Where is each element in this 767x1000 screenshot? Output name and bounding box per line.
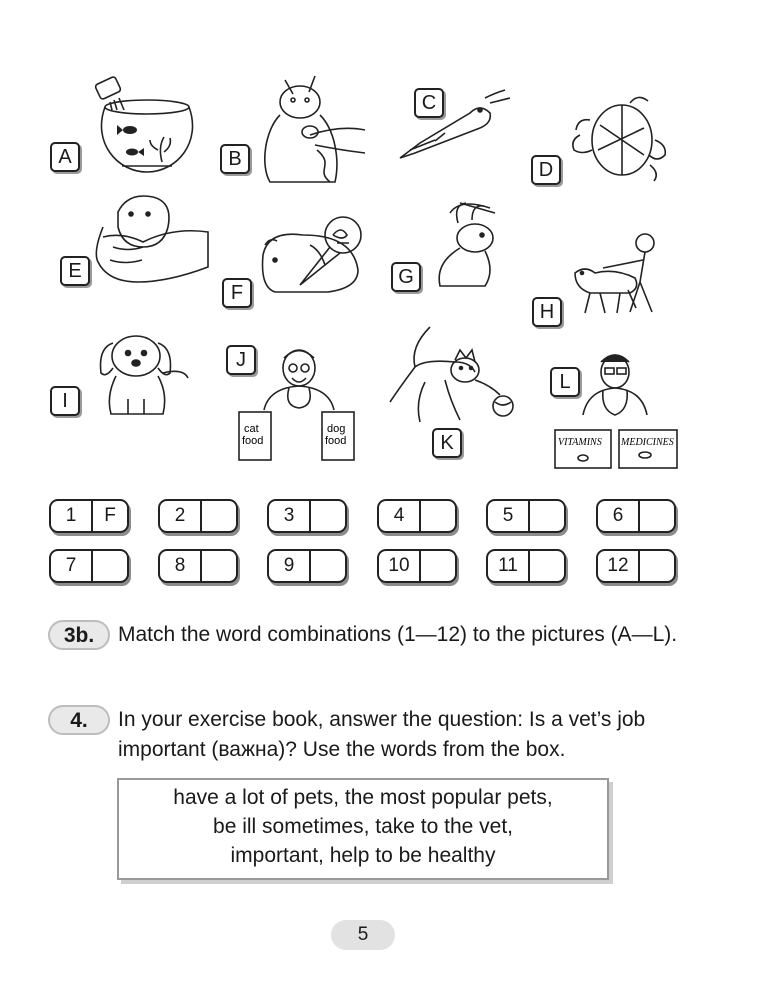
answer-field[interactable]: F [104, 505, 116, 526]
picture-c-parrot [395, 88, 515, 163]
picture-label-j: J [226, 345, 256, 375]
answer-number: 11 [488, 551, 530, 581]
answer-field[interactable] [640, 551, 674, 581]
answer-field[interactable] [311, 501, 345, 531]
picture-b-cat [255, 70, 365, 185]
cat-food-label-1: cat [244, 423, 259, 435]
answer-number: 3 [269, 501, 311, 531]
picture-f-guinea-pig [255, 215, 370, 300]
picture-label-b: B [220, 144, 250, 174]
answer-box-4[interactable] [377, 499, 457, 533]
answer-field[interactable] [311, 551, 345, 581]
word-box [117, 778, 609, 880]
answer-field[interactable] [93, 551, 127, 581]
answer-field[interactable] [640, 501, 674, 531]
picture-d-tortoise [570, 95, 670, 185]
answer-box-10[interactable] [377, 549, 457, 583]
answer-box-8[interactable] [158, 549, 238, 583]
picture-label-e: E [60, 256, 90, 286]
answer-number: 1 [51, 501, 93, 531]
answer-number: 4 [379, 501, 421, 531]
answer-box-6[interactable] [596, 499, 676, 533]
answer-number: 6 [598, 501, 640, 531]
picture-label-k: K [432, 428, 462, 458]
picture-label-f: F [222, 278, 252, 308]
word-box-line-2: be ill sometimes, take to the vet, [213, 815, 513, 838]
medicines-label: MEDICINES [621, 437, 674, 448]
picture-k-kitten [385, 322, 515, 432]
picture-label-d: D [531, 155, 561, 185]
answer-field[interactable] [421, 501, 455, 531]
page-number: 5 [331, 920, 395, 950]
picture-h-dog-walk [570, 228, 670, 320]
answer-number: 10 [379, 551, 421, 581]
answer-field[interactable] [202, 501, 236, 531]
task-number-badge: 3b. [48, 620, 110, 650]
word-box-line-3: important, help to be healthy [230, 844, 496, 867]
answer-box-7[interactable] [49, 549, 129, 583]
answer-box-2[interactable] [158, 499, 238, 533]
picture-e-hamster [98, 192, 208, 287]
picture-label-l: L [550, 367, 580, 397]
answer-number: 2 [160, 501, 202, 531]
dog-food-label-1: dog [327, 423, 346, 435]
answer-number: 9 [269, 551, 311, 581]
answer-field[interactable] [421, 551, 455, 581]
answer-number: 5 [488, 501, 530, 531]
task-instruction: In your exercise book, answer the question: Is a vet’s job important (важна)? Use the words from the box. [118, 708, 646, 761]
answer-box-5[interactable] [486, 499, 566, 533]
picture-label-i: I [50, 386, 80, 416]
cat-food-label-2: food [242, 435, 264, 447]
answer-box-11[interactable] [486, 549, 566, 583]
picture-g-rabbit [430, 198, 510, 293]
vitamins-label: VITAMINS [558, 437, 602, 448]
picture-label-h: H [532, 297, 562, 327]
answer-number: 8 [160, 551, 202, 581]
answer-box-3[interactable] [267, 499, 347, 533]
answer-field[interactable] [202, 551, 236, 581]
answer-field[interactable] [530, 501, 564, 531]
task-instruction: Match the word combinations (1—12) to the pictures (A—L). [118, 623, 678, 646]
picture-label-a: A [50, 142, 80, 172]
answer-box-9[interactable] [267, 549, 347, 583]
task-4 [48, 705, 698, 765]
answer-number: 7 [51, 551, 93, 581]
task-3b [48, 620, 698, 650]
answer-box-12[interactable] [596, 549, 676, 583]
dog-food-label-2: food [325, 435, 347, 447]
picture-label-c: C [414, 88, 444, 118]
answer-box-1[interactable] [49, 499, 129, 533]
picture-i-puppy [88, 328, 188, 418]
picture-a-fishbowl [92, 72, 202, 177]
answer-field[interactable] [530, 551, 564, 581]
task-number-badge: 4. [48, 705, 110, 735]
picture-label-g: G [391, 262, 421, 292]
answer-number: 12 [598, 551, 640, 581]
word-box-line-1: have a lot of pets, the most popular pets, [173, 786, 553, 809]
